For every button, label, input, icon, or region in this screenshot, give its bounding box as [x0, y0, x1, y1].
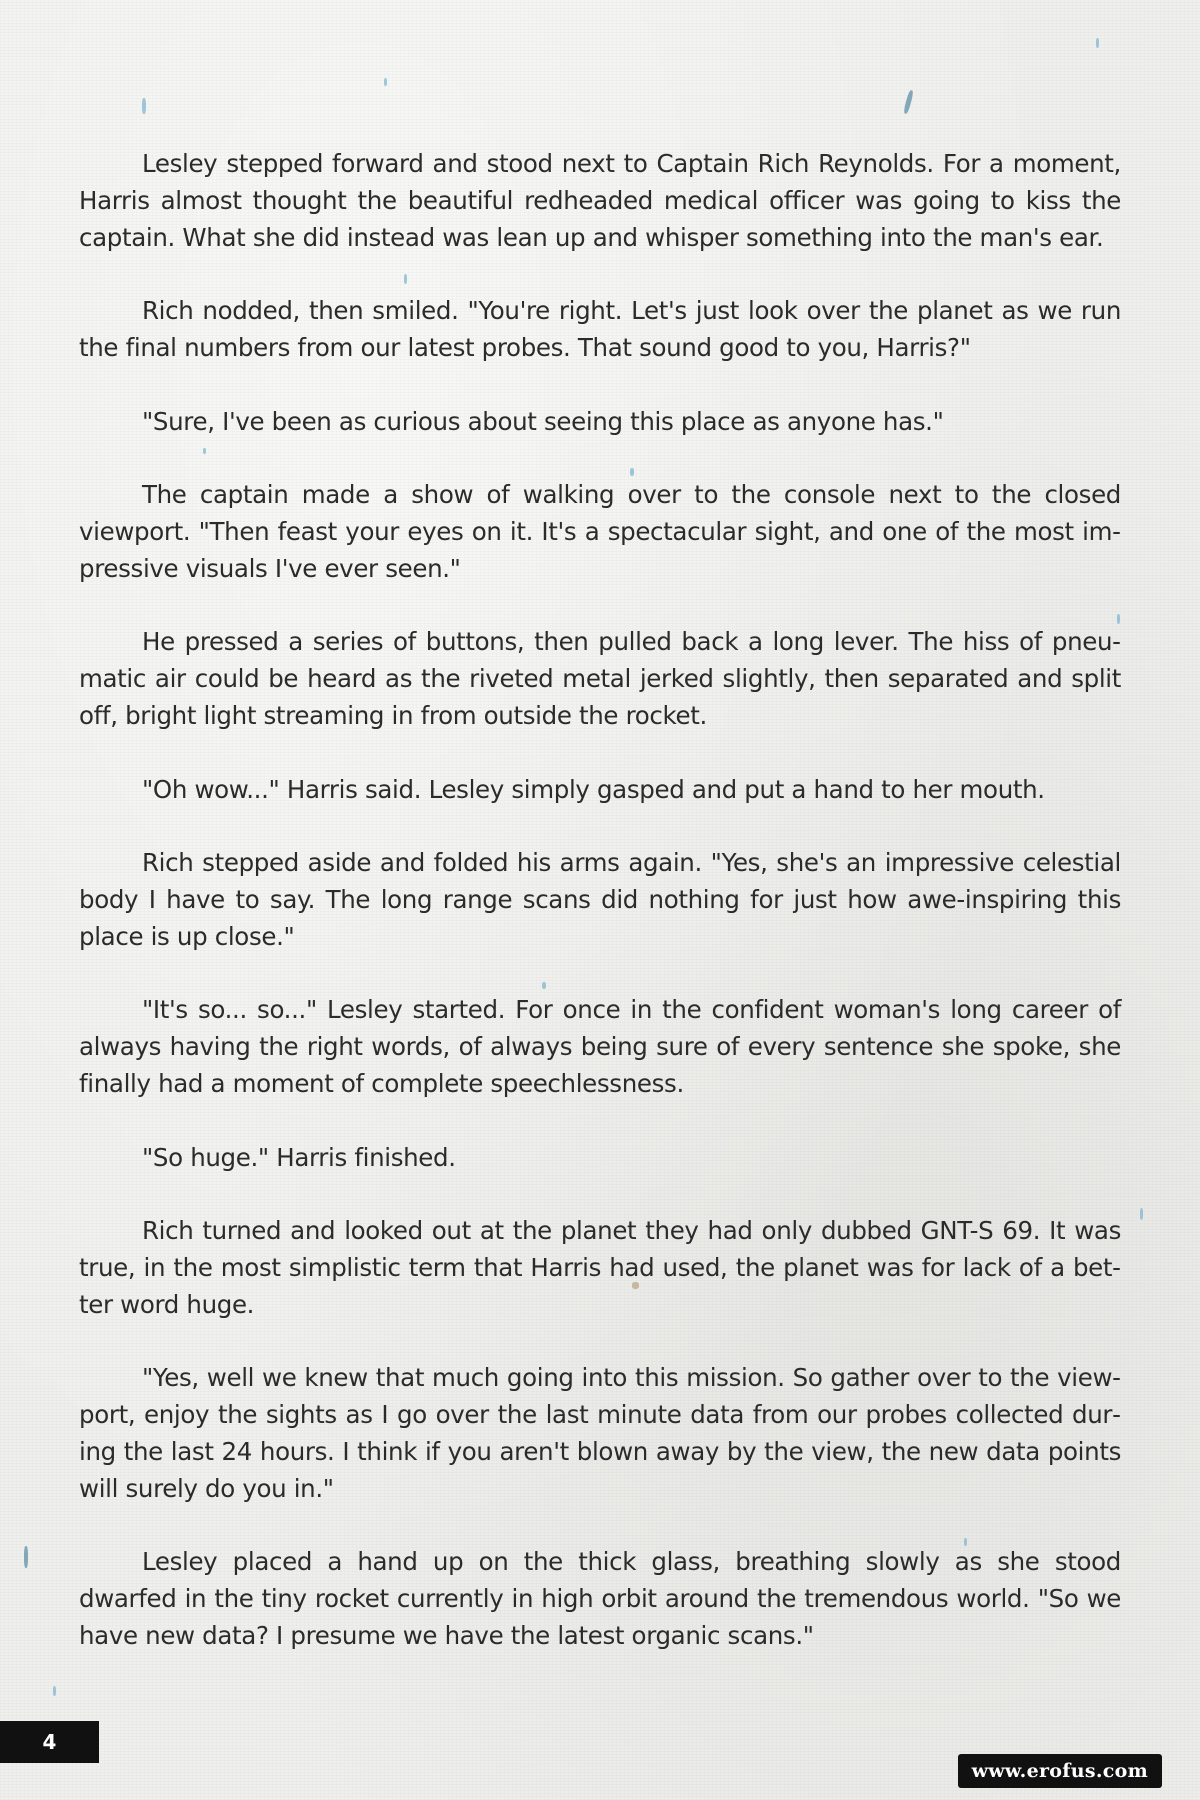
paragraph: "Yes, well we knew that much going into this mission. So gather over to the viewport, enjoy the sights as I go over the last minute data from our probes collected during the last 24 hours. I think if you aren't blown away by the view, the new data points will surely do you in." — [79, 1363, 1121, 1503]
paint-speck — [903, 90, 914, 114]
paint-speck — [384, 78, 387, 86]
paint-speck — [142, 98, 146, 114]
page-number: 4 — [0, 1721, 99, 1763]
paragraph: Rich nodded, then smiled. "You're right. Let's just look over the planet as we run the final numbers from our latest probes. That sound good to you, Harris?" — [79, 296, 1121, 362]
paragraph: Rich stepped aside and folded his arms again. "Yes, she's an impressive celestial body I have to say. The long range scans did nothing for just how awe-inspiring this place is up close." — [79, 848, 1121, 951]
paint-speck — [1140, 1208, 1143, 1220]
story-text — [79, 146, 1121, 1691]
paragraph: Rich turned and looked out at the planet they had only dubbed GNT-S 69. It was true, in the most simplistic term that Harris had used, the planet was for lack of a better word huge. — [79, 1216, 1121, 1319]
paragraph: The captain made a show of walking over to the console next to the closed viewport. "Then feast your eyes on it. It's a spectacular sight, and one of the most impressive visuals I've ever seen." — [79, 480, 1121, 583]
paint-speck — [53, 1686, 56, 1696]
paint-speck — [24, 1546, 28, 1568]
paragraph: Lesley stepped forward and stood next to Captain Rich Reynolds. For a moment, Harris almost thought the beautiful redheaded medical officer was going to kiss the captain. What she did instead was lean up and whisper something into the man's ear. — [79, 149, 1121, 252]
paragraph: "It's so... so..." Lesley started. For once in the confident woman's long career of always having the right words, of always being sure of every sentence she spoke, she finally had a moment of complete speechlessness. — [79, 995, 1121, 1098]
paragraph: "Sure, I've been as curious about seeing this place as anyone has." — [142, 406, 944, 436]
watermark: www.erofus.com — [958, 1754, 1162, 1788]
paragraph: Lesley placed a hand up on the thick glass, breathing slowly as she stood dwarfed in the tiny rocket currently in high orbit around the tremendous world. "So we have new data? I presume we have the latest organic scans." — [79, 1547, 1121, 1650]
paragraph: He pressed a series of buttons, then pulled back a long lever. The hiss of pneumatic air could be heard as the riveted metal jerked slightly, then separated and split off, bright light streaming in from outside the rocket. — [79, 627, 1121, 730]
paint-speck — [1096, 38, 1099, 48]
paragraph: "Oh wow..." Harris said. Lesley simply gasped and put a hand to her mouth. — [142, 774, 1045, 804]
paragraph: "So huge." Harris finished. — [142, 1142, 456, 1172]
